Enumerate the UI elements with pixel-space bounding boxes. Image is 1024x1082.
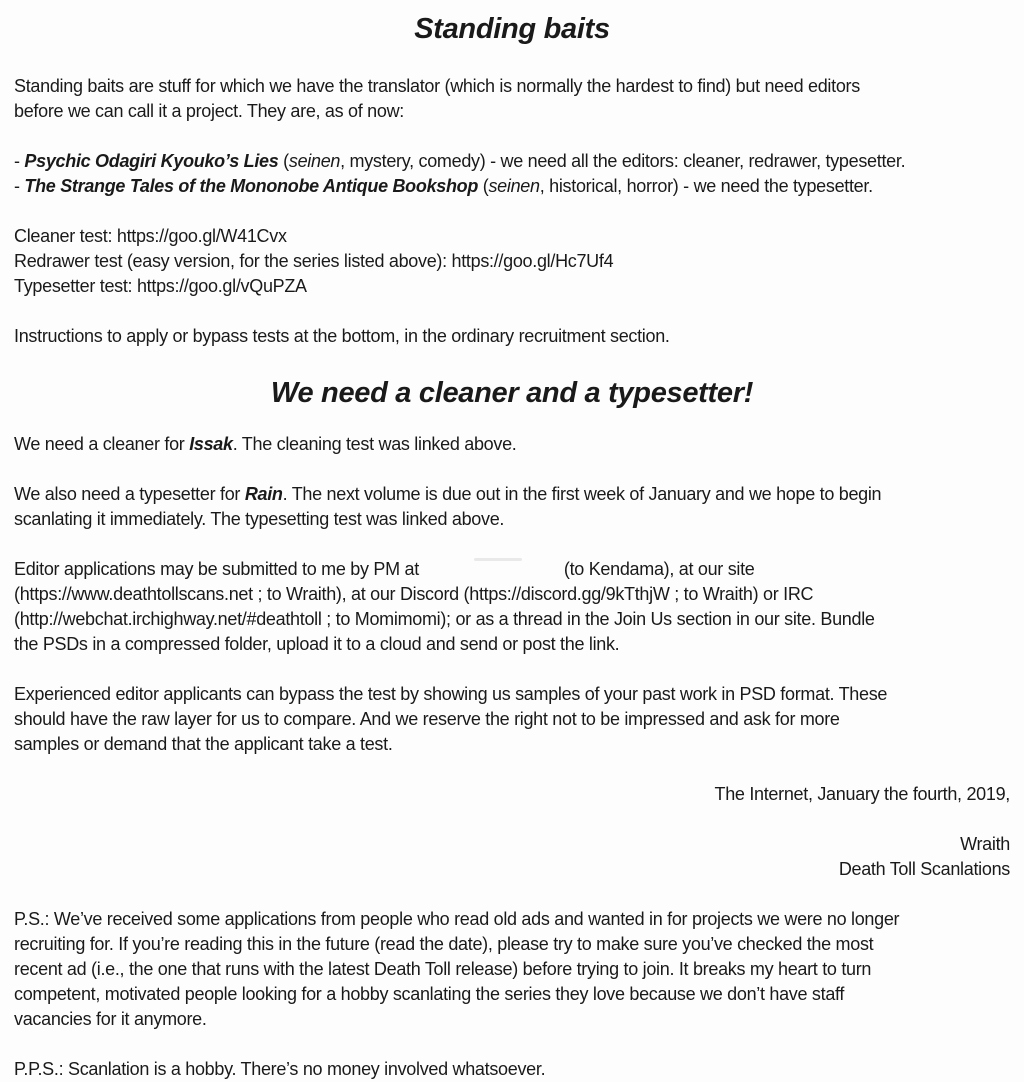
text-segment: scanlating it immediately. The typesetting test was linked above. xyxy=(14,509,505,529)
text-segment: before we can call it a project. They are, as of now: xyxy=(14,101,404,121)
text-segment: Redrawer test (easy version, for the series listed above): xyxy=(14,251,452,271)
text-segment: Standing baits are stuff for which we have the translator (which is normally the hardest to find) but need editors xyxy=(14,76,860,96)
text-segment: ( xyxy=(478,176,489,196)
experienced-applicants-paragraph xyxy=(14,682,1010,757)
signature-name: Wraith xyxy=(960,834,1010,854)
bait-title-psychic-odagiri: Psychic Odagiri Kyouko’s Lies xyxy=(24,151,279,171)
series-title-rain: Rain xyxy=(244,484,283,504)
text-segment: competent, motivated people looking for a hobby scanlating the series they love because we don’t have staff xyxy=(14,984,845,1004)
test-links-paragraph xyxy=(14,224,1010,299)
text-segment: seinen xyxy=(288,151,341,171)
text-segment: . The cleaning test was linked above. xyxy=(232,434,517,454)
signature-organization: Death Toll Scanlations xyxy=(838,859,1010,879)
text-segment: , mystery, comedy) - we need all the editors: cleaner, redrawer, typesetter. xyxy=(340,151,906,171)
intro-paragraph xyxy=(14,74,1010,124)
ps-paragraph xyxy=(14,907,1010,1032)
text-segment: - xyxy=(14,151,25,171)
typesetter-test-url: https://goo.gl/vQuPZA xyxy=(136,276,307,296)
signature-block xyxy=(14,782,1010,882)
text-segment: recent ad (i.e., the one that runs with the latest Death Toll release) before trying to join. It breaks my heart to turn xyxy=(14,959,872,979)
page-title: Standing baits xyxy=(414,13,610,45)
text-segment: (https://www.deathtollscans.net ; to Wraith), at our Discord (https://discord.gg/9kTthjW ; to Wraith) or IRC xyxy=(14,584,814,604)
text-segment: P.P.S.: Scanlation is a hobby. There’s no money involved whatsoever. xyxy=(14,1059,546,1079)
text-segment: (to Kendama), at our site xyxy=(563,559,755,579)
cleaner-test-url: https://goo.gl/W41Cvx xyxy=(116,226,287,246)
standing-baits-list xyxy=(14,149,1010,199)
text-segment: should have the raw layer for us to compare. And we reserve the right not to be impressed and ask for more xyxy=(14,709,840,729)
text-segment: Cleaner test: xyxy=(14,226,117,246)
text-segment: , historical, horror) - we need the typesetter. xyxy=(539,176,873,196)
section-heading-need-cleaner-typesetter: We need a cleaner and a typesetter! xyxy=(270,377,754,409)
applications-paragraph xyxy=(14,557,1010,657)
text-segment: samples or demand that the applicant take a test. xyxy=(14,734,393,754)
text-segment: ( xyxy=(278,151,289,171)
redacted-contact xyxy=(419,573,564,575)
text-segment: vacancies for it anymore. xyxy=(14,1009,207,1029)
text-segment: P.S.: We’ve received some applications from people who read old ads and wanted in for projects we were no longer xyxy=(14,909,900,929)
redrawer-test-url: https://goo.gl/Hc7Uf4 xyxy=(451,251,614,271)
signature-date: The Internet, January the fourth, 2019, xyxy=(714,784,1010,804)
pps-paragraph xyxy=(14,1057,1010,1082)
text-segment: We need a cleaner for xyxy=(14,434,190,454)
text-segment: recruiting for. If you’re reading this in the future (read the date), please try to make sure you’ve checked the most xyxy=(14,934,874,954)
text-segment: (http://webchat.irchighway.net/#deathtoll ; to Momimomi); or as a thread in the Join Us section in our site. Bundle xyxy=(14,609,875,629)
cleaner-need-paragraph xyxy=(14,432,1010,457)
text-segment: Editor applications may be submitted to me by PM at xyxy=(14,559,419,579)
text-segment: Instructions to apply or bypass tests at the bottom, in the ordinary recruitment section. xyxy=(14,326,670,346)
instructions-paragraph xyxy=(14,324,1010,349)
bait-title-mononobe-bookshop: The Strange Tales of the Mononobe Antique Bookshop xyxy=(24,176,479,196)
typesetter-need-paragraph xyxy=(14,482,1010,532)
text-segment: the PSDs in a compressed folder, upload it to a cloud and send or post the link. xyxy=(14,634,620,654)
text-segment: seinen xyxy=(488,176,540,196)
series-title-issak: Issak xyxy=(189,434,233,454)
text-segment: - xyxy=(14,176,25,196)
text-segment: Experienced editor applicants can bypass the test by showing us samples of your past work in PSD format. These xyxy=(14,684,888,704)
text-segment: . The next volume is due out in the first week of January and we hope to begin xyxy=(282,484,882,504)
text-segment: Typesetter test: xyxy=(14,276,137,296)
text-segment: We also need a typesetter for xyxy=(14,484,245,504)
